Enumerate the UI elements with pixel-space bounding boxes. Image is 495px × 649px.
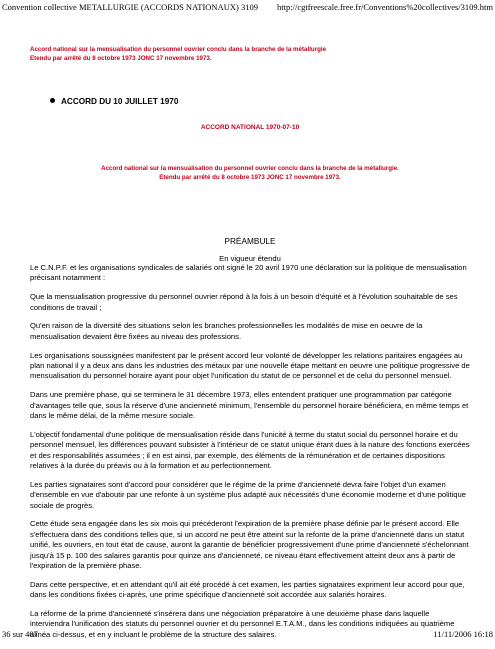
print-header (2, 1, 493, 13)
print-footer (2, 628, 493, 640)
preambule-heading: PRÉAMBULE (224, 236, 276, 246)
print-header-title: Convention collective METALLURGIE (ACCORDS NATIONAUX) 3109 (2, 2, 258, 12)
paragraph: L'objectif fondamental d'une politique de mensualisation réside dans l'unicité à terme du statut social du personnel horaire et du personnel mensuel, les différences pouvant subsister à l'intérieur de ce statut unique étant dues à la nature des fonctions exercées et des responsabilités assumées ; il en est ainsi, par exemple, des éléments de la rémunération et de certaines dispositions relatives à la durée du préavis ou à la formation et au perfectionnement. (30, 429, 470, 471)
agreement-note-line2: Etendu par arrêté du 8 octobre 1973 JONC 17 novembre 1973. (30, 54, 212, 62)
print-datetime: 11/11/2006 16:18 (433, 629, 493, 639)
print-header-url: http://cgtfreescale.free.fr/Conventions%20collectives/3109.htm (277, 2, 493, 12)
paragraph: Que la mensualisation progressive du personnel ouvrier répond à la fois à un besoin d'équité et à l'évolution souhaitable de ses conditions de travail ; (30, 292, 458, 312)
page-number: 36 sur 407 (2, 629, 38, 639)
accord-title-text: ACCORD DU 10 JUILLET 1970 (61, 97, 179, 106)
accord-title (50, 97, 178, 106)
paragraph: Cette étude sera engagée dans les six mois qui précéderont l'expiration de la première phase définie par le présent accord. Elle s'effectuera dans des conditions telles que, si un accord ne peut être atteint sur la refonte de la prime d'ancienneté dans un statut unifié, les ouvriers, en tout état de cause, auront la garantie de bénéficier progressivement d'une prime d'ancienneté s'échelonnant jusqu'à 15 p. 100 des salaires garantis pour quinze ans d'ancienneté, ce niveau étant effectivement atteint deux ans à partir de l'expiration de la première phase. (30, 519, 469, 571)
paragraph: Dans une première phase, qui se terminera le 31 décembre 1973, elles entendent pratiquer une programmation par catégorie d'avantages telle que, sous la réserve d'une ancienneté minimum, l'ensemble du personnel horaire bénéficiera, en même temps et dans le même délai, de la même mesure sociale. (30, 390, 469, 421)
paragraph: Qu'en raison de la diversité des situations selon les branches professionnelles les modalités de mise en oeuvre de la mensualisation devaient être fixées au niveau des professions. (30, 321, 423, 341)
accord-national-code: ACCORD NATIONAL 1970-07-10 (200, 124, 300, 131)
status-label: En vigueur étendu (219, 254, 281, 263)
bullet-icon (50, 98, 55, 103)
paragraph: Dans cette perspective, et en attendant qu'il ait été procédé à cet examen, les parties signataires expriment leur accord pour que, dans les conditions fixées ci-après, une prime spécifique d'ancienneté soit accordée aux salariés horaires. (30, 579, 465, 600)
agreement-summary-line2: Etendu par arrêté du 8 octobre 1973 JONC 17 novembre 1973. (159, 173, 341, 181)
paragraph: Les organisations soussignées manifestent par le présent accord leur volonté de développer les relations paritaires engagées au plan national il y a deux ans dans les industries des métaux par une nouvelle étape mettant en oeuvre une politique progressive de mensualisation du personnel horaire ayant pour objet l'unification du statut de ce personnel et de celui du personnel mensuel. (30, 350, 470, 381)
agreement-note (30, 46, 470, 63)
preambule-text (30, 263, 470, 649)
agreement-summary-line1: Accord national sur la mensualisation du personnel ouvrier conclu dans la branche de la métallurgie. (101, 165, 399, 172)
paragraph: Le C.N.P.F. et les organisations syndicales de salariés ont signé le 20 avril 1970 une déclaration sur la politique de mensualisation précisant notamment : (30, 263, 467, 283)
agreement-note-line1: Accord national sur la mensualisation du personnel ouvrier conclu dans la branche de la métallurgie (30, 46, 327, 53)
agreement-summary (30, 165, 470, 183)
paragraph: Les parties signataires sont d'accord pour considérer que le régime de la prime d'ancienneté devra faire l'objet d'un examen d'ensemble en vue d'aboutir par une refonte à un système plus adapté aux nécessités d'une économie moderne et d'une politique sociale de progrès. (30, 479, 466, 510)
paragraph: La réforme de la prime d'ancienneté s'insérera dans une négociation préparatoire à une deuxième phase dans laquelle interviendra l'unification des statuts du personnel ouvrier et du personnel E.T.A.M., dans les conditions indiquées au quatrième alinéa ci-dessus, et en y incluant le problème de la structure des salaires. (30, 609, 455, 639)
